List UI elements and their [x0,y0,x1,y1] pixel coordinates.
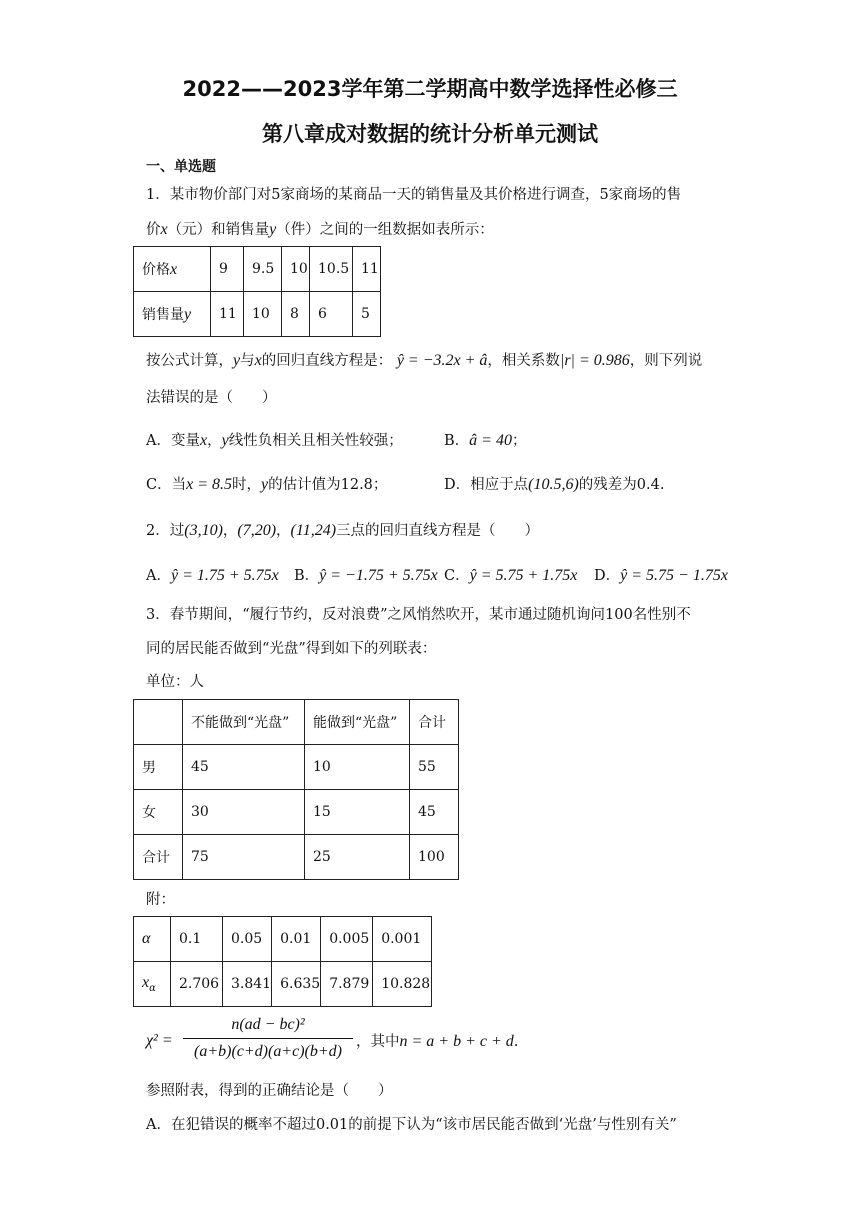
table-cell: 0.05 [223,917,272,962]
table-cell: 0.001 [373,917,432,962]
table-cell: 合计 [410,700,459,745]
table-cell: 男 [134,745,183,790]
table-cell: 2.706 [171,962,223,1007]
table-cell: 能做到“光盘” [305,700,410,745]
q3-prompt: 参照附表，得到的正确结论是（ ） [146,1083,393,1099]
q1-option-d: D．相应于点(10.5,6)的残差为0.4. [444,476,665,493]
table-cell: 9.5 [244,247,282,292]
q3-stem-line1: 3．春节期间，“履行节约，反对浪费”之风悄然吹开，某市通过随机询问100名性别不 [146,607,691,623]
q2-stem: 2．过(3,10)，(7,20)，(11,24)三点的回归直线方程是（ ） [146,522,540,539]
q3-option-a: A．在犯错误的概率不超过0.01的前提下认为“该市居民能否做到‘光盘’与性别有关” [146,1117,677,1133]
q1-data-table [133,246,381,337]
fraction-bar [183,1038,353,1039]
q1-prompt: 法错误的是（ ） [146,390,277,406]
table-cell: 10.5 [310,247,353,292]
regression-equation: ŷ = −3.2x + â [396,352,488,369]
chi-square-numerator: n(ad − bc)² [231,1016,305,1033]
chi-square-where: ，其中n = a + b + c + d. [356,1033,519,1050]
table-row [134,292,381,337]
table-cell: 11 [211,292,244,337]
q3-stem-line2: 同的居民能否做到“光盘”得到如下的列联表： [146,641,437,657]
table-cell: 销售量y [134,292,211,337]
table-cell: 不能做到“光盘” [183,700,305,745]
table-cell: 0.1 [171,917,223,962]
table-cell: 6 [310,292,353,337]
table-cell [134,700,183,745]
q1-option-a: A．变量x，y线性负相关且相关性较强； [146,432,403,449]
table-cell: 30 [183,790,305,835]
table-row [134,790,459,835]
table-cell: 100 [410,835,459,880]
table-row [134,745,459,790]
table-cell: 5 [353,292,381,337]
q1-stem-line1: 1．某市物价部门对5家商场的某商品一天的销售量及其价格进行调查，5家商场的售 [146,187,682,203]
q2-option-d: D．ŷ = 5.75 − 1.75x [594,567,728,584]
table-cell: 15 [305,790,410,835]
correlation-coefficient: |r| = 0.986 [559,352,630,369]
critical-value-table [133,916,432,1007]
q2-option-b: B．ŷ = −1.75 + 5.75x [294,567,438,584]
table-cell: 10 [305,745,410,790]
table-cell: 3.841 [223,962,272,1007]
page-title: 2022——2023学年第二学期高中数学选择性必修三 [182,77,678,101]
contingency-table [133,699,459,880]
table-row [134,917,432,962]
table-cell: 75 [183,835,305,880]
table-cell: 7.879 [321,962,373,1007]
table-cell: 10.828 [373,962,432,1007]
table-row [134,700,459,745]
table-row [134,962,432,1007]
table-cell: 价格x [134,247,211,292]
table-cell: 0.01 [272,917,321,962]
table-row [134,835,459,880]
q1-formula-line: 按公式计算，y与x的回归直线方程是： ŷ = −3.2x + â，相关系数|r| = 0.986，则下列说 [146,352,703,369]
q2-option-c: C．ŷ = 5.75 + 1.75x [444,567,578,584]
q3-unit-label: 单位：人 [146,674,204,690]
table-cell: 9 [211,247,244,292]
table-cell: $x_\alpha$ [134,962,171,1007]
table-cell: 55 [410,745,459,790]
q1-option-b: B．â = 40； [444,432,527,449]
chi-square-denominator: (a+b)(c+d)(a+c)(b+d) [193,1043,342,1060]
page-subtitle: 第八章成对数据的统计分析单元测试 [262,122,598,146]
q2-option-a: A．ŷ = 1.75 + 5.75x [146,567,279,584]
chi-square-lhs: χ² = [146,1032,173,1049]
table-cell: 女 [134,790,183,835]
appendix-label: 附： [146,892,175,908]
table-cell: 10 [282,247,310,292]
table-cell: α [134,917,171,962]
table-cell: 45 [183,745,305,790]
table-cell: 25 [305,835,410,880]
table-cell: 8 [282,292,310,337]
table-cell: 0.005 [321,917,373,962]
q1-option-c: C．当x = 8.5时，y的估计值为12.8； [146,476,388,493]
table-cell: 10 [244,292,282,337]
table-cell: 合计 [134,835,183,880]
table-cell: 6.635 [272,962,321,1007]
table-cell: 11 [353,247,381,292]
table-cell: 45 [410,790,459,835]
section-heading: 一、单选题 [146,159,216,175]
q1-stem-line2: 价x（元）和销售量y（件）之间的一组数据如表所示： [146,221,494,238]
table-row [134,247,381,292]
